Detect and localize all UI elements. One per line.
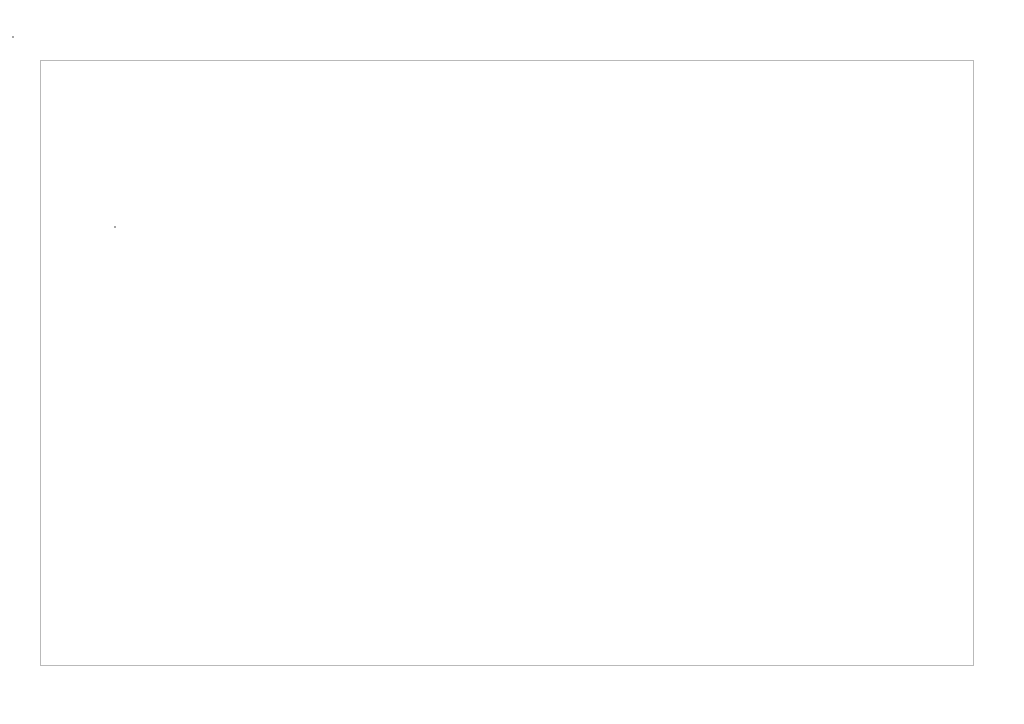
document-table [40,60,974,666]
scan-speck [12,36,14,38]
scan-speck [114,226,116,228]
